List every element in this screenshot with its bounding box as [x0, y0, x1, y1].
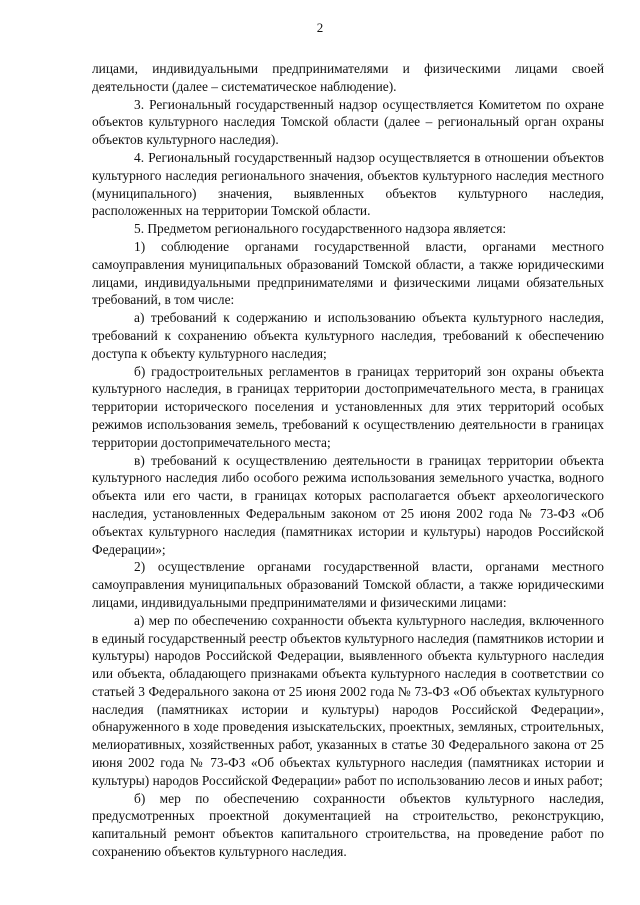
paragraph-continuation: лицами, индивидуальными предпринимателями и физическими лицами своей деятельности (далее – систематическое наблюдение). [92, 61, 604, 94]
paragraph-subitem-1b: б) градостроительных регламентов в границах территорий зон охраны объекта культурного наследия, в границах территории достопримечательного места, в границах территории исторического поселения и установленных для этих территорий особых режимов использования земель, требований к осуществлению деятельности в границах территории достопримечательного места; [92, 363, 604, 450]
paragraph-item-4: 4. Региональный государственный надзор осуществляется в отношении объектов культурного наследия регионального значения, объектов культурного наследия местного (муниципального) значения, выявленных объектов культурного наследия, расположенных на территории Томской области. [92, 149, 604, 219]
paragraph-subitem-2a: а) мер по обеспечению сохранности объекта культурного наследия, включенного в единый государственный реестр объектов культурного наследия (памятников истории и культуры) народов Российской Федерации, выявленного объекта культурного наследия или объекта, обладающего признаками объекта культурного наследия в соответствии со статьей 3 Федерального закона от 25 июня 2002 года № 73-ФЗ «Об объектах культурного наследия (памятниках истории и культуры) народов Российской Федерации», обнаруженного в ходе проведения изыскательских, проектных, земляных, строительных, мелиоративных, хозяйственных работ, указанных в статье 30 Федерального закона от 25 июня 2002 года № 73-ФЗ «Об объектах культурного наследия (памятниках истории и культуры) народов Российской Федерации» работ по использованию лесов и иных работ; [92, 612, 604, 788]
paragraph-subitem-1: 1) соблюдение органами государственной власти, органами местного самоуправления муниципальных образований Томской области, а также юридическими лицами, индивидуальными предпринимателями и физическими лицами обязательных требований, в том числе: [92, 238, 604, 308]
paragraph-subitem-2: 2) осуществление органами государственной власти, органами местного самоуправления муниципальных образований Томской области, а также юридическими лицами, индивидуальными предпринимателями и физическими лицами: [92, 559, 604, 610]
paragraph-item-5: 5. Предметом регионального государственного надзора является: [134, 221, 507, 237]
paragraph-item-3: 3. Региональный государственный надзор осуществляется Комитетом по охране объектов культурного наследия Томской области (далее – региональный орган охраны объектов культурного наследия). [92, 96, 604, 148]
paragraph-subitem-1a: а) требований к содержанию и использованию объекта культурного наследия, требований к сохранению объекта культурного наследия, требований к обеспечению доступа к объекту культурного наследия; [92, 310, 604, 361]
document-body [92, 60, 604, 861]
page-number: 2 [316, 20, 324, 35]
paragraph-subitem-1v: в) требований к осуществлению деятельности в границах территории объекта культурного наследия либо особого режима использования земельного участка, водного объекта или его части, в границах которых располагается объект археологического наследия, установленных Федеральным законом от 25 июня 2002 года № 73-ФЗ «Об объектах культурного наследия (памятниках истории и культуры) народов Российской Федерации»; [92, 452, 604, 557]
paragraph-subitem-2b: б) мер по обеспечению сохранности объектов культурного наследия, предусмотренных проектной документацией на строительство, реконструкцию, капитальный ремонт объектов капитального строительства, на проведение работ по сохранению объектов культурного наследия. [92, 790, 604, 860]
